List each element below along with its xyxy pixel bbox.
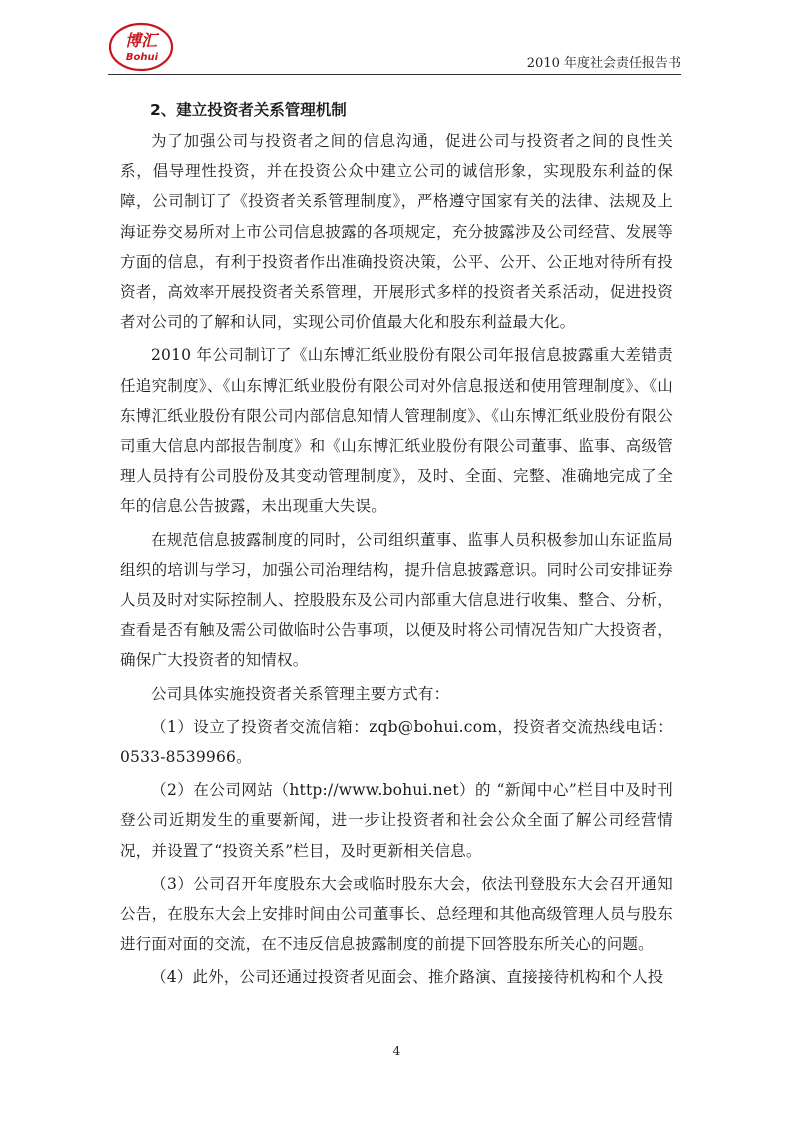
list-item-other-channels: （4）此外，公司还通过投资者见面会、推介路演、直接接待机构和个人投 [151,968,664,987]
paragraph-methods-intro: 公司具体实施投资者关系管理主要方式有： [151,684,450,703]
list-item-shareholder-meeting: （3）公司召开年度股东大会或临时股东大会，依法刊登股东大会召开通知公告，在股东大会上安排时间由公司董事长、总经理和其他高级管理人员与股东进行面对面的交流，在不违反信息披露制度的前提下回答股东所关心的问题。 [120,874,673,954]
paragraph-purpose: 为了加强公司与投资者之间的信息沟通，促进公司与投资者之间的良性关系，倡导理性投资，并在投资公众中建立公司的诚信形象，实现股东利益的保障，公司制订了《投资者关系管理制度》，严格遵守国家有关的法律、法规及上海证券交易所对上市公司信息披露的各项规定，充分披露涉及公司经营、发展等方面的信息，有利于投资者作出准确投资决策，公平、公开、公正地对待所有投资者，高效率开展投资者关系管理，开展形式多样的投资者关系活动，促进投资者对公司的了解和认同，实现公司价值最大化和股东利益最大化。 [120,132,673,332]
document-body [120,96,673,993]
header-divider [108,74,681,75]
bohui-logo-icon [108,22,174,72]
list-item-website: （2）在公司网站（http://www.bohui.net）的 “新闻中心”栏目中及时刊登公司近期发生的重要新闻，进一步让投资者和社会公众全面了解公司经营情况，并设置了“投资关系”栏目，及时更新相关信息。 [120,781,673,860]
company-logo [108,22,174,72]
page-number: 4 [392,1044,401,1058]
list-item-mailbox: （1）设立了投资者交流信箱：zqb@bohui.com，投资者交流热线电话：0533-8539966。 [120,717,673,767]
svg-text:博汇: 博汇 [124,31,158,50]
svg-text:Bohui: Bohui [125,52,159,63]
section-heading: 2、建立投资者关系管理机制 [150,101,347,119]
paragraph-disclosure-training: 在规范信息披露制度的同时，公司组织董事、监事人员积极参加山东证监局组织的培训与学习，加强公司治理结构，提升信息披露意识。同时公司安排证券人员及时对实际控制人、控股股东及公司内部重大信息进行收集、整合、分析，查看是否有触及需公司做临时公告事项，以便及时将公司情况告知广大投资者，确保广大投资者的知情权。 [120,530,673,670]
paragraph-2010-regulations: 2010 年公司制订了《山东博汇纸业股份有限公司年报信息披露重大差错责任追究制度》、《山东博汇纸业股份有限公司对外信息报送和使用管理制度》、《山东博汇纸业股份有限公司内部信息知情人管理制度》、《山东博汇纸业股份有限公司重大信息内部报告制度》和《山东博汇纸业股份有限公司董事、监事、高级管理人员持有公司股份及其变动管理制度》，及时、全面、完整、准确地完成了全年的信息公告披露，未出现重大失误。 [120,346,673,516]
report-header-title: 2010 年度社会责任报告书 [526,56,681,71]
